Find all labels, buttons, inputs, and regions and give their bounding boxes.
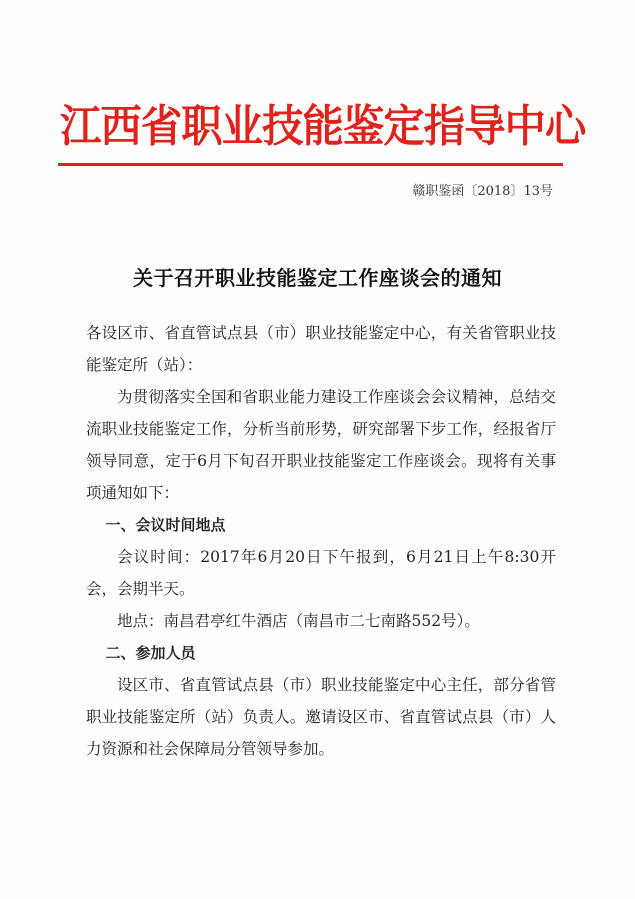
letterhead-title: 江西省职业技能鉴定指导中心 (60, 101, 586, 152)
section-heading-attendees: 二、参加人员 (105, 644, 196, 662)
meeting-location: 地点：南昌君亭红牛酒店（南昌市二七南路552号）。 (117, 612, 480, 630)
notice-title: 关于召开职业技能鉴定工作座谈会的通知 (133, 266, 502, 290)
letterhead-red-rule (58, 163, 563, 166)
addressee: 各设区市、省直管试点县（市）职业技能鉴定中心，有关省管职业技能鉴定所（站）： (86, 324, 556, 374)
intro-paragraph: 为贯彻落实全国和省职业能力建设工作座谈会会议精神，总结交流职业技能鉴定工作，分析当前形势，研究部署下步工作，经报省厅领导同意，定于6月下旬召开职业技能鉴定工作座谈会。现将有关事项通知如下： (86, 388, 556, 502)
document-number: 赣职鉴函〔2018〕13号 (412, 184, 553, 199)
notice-body (86, 317, 556, 765)
attendees-paragraph: 设区市、省直管试点县（市）职业技能鉴定中心主任，部分省管职业技能鉴定所（站）负责人。邀请设区市、省直管试点县（市）人力资源和社会保障局分管领导参加。 (86, 676, 556, 758)
meeting-time: 会议时间：2017年6月20日下午报到，6月21日上午8:30开会，会期半天。 (86, 548, 556, 598)
section-heading-time-location: 一、会议时间地点 (105, 516, 226, 534)
